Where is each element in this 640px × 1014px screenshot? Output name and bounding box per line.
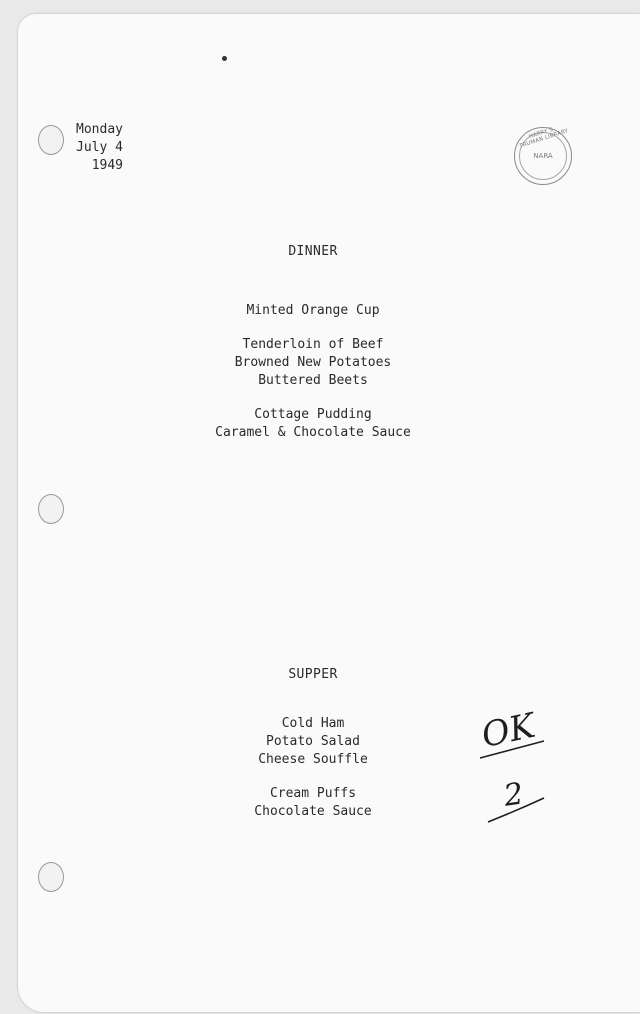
stamp-library-name: HARRY S. TRUMAN LIBRARY — [518, 126, 570, 150]
menu-item: Buttered Beets — [258, 373, 368, 388]
menu-item: Caramel & Chocolate Sauce — [215, 425, 411, 440]
date-year: 1949 — [91, 158, 123, 173]
handwritten-ok: OK — [478, 705, 539, 756]
menu-page — [18, 14, 640, 1012]
menu-item: Cottage Pudding — [254, 407, 372, 422]
supper-heading: SUPPER — [288, 667, 338, 682]
menu-item: Cream Puffs — [269, 786, 357, 801]
menu-item: Browned New Potatoes — [234, 355, 392, 370]
menu-item: Cold Ham — [281, 716, 345, 731]
menu-item: Minted Orange Cup — [246, 303, 380, 318]
date-month-day: July 4 — [76, 140, 123, 155]
menu-item: Tenderloin of Beef — [242, 337, 384, 352]
handwritten-number: 2 — [501, 776, 526, 814]
menu-item: Potato Salad — [266, 734, 360, 749]
menu-item: Cheese Souffle — [258, 752, 368, 767]
stamp-center-text: NARA — [533, 152, 553, 160]
handwritten-annotations — [18, 14, 640, 1012]
dinner-heading: DINNER — [288, 244, 338, 259]
date-weekday: Monday — [76, 122, 123, 137]
menu-item: Chocolate Sauce — [254, 804, 372, 819]
